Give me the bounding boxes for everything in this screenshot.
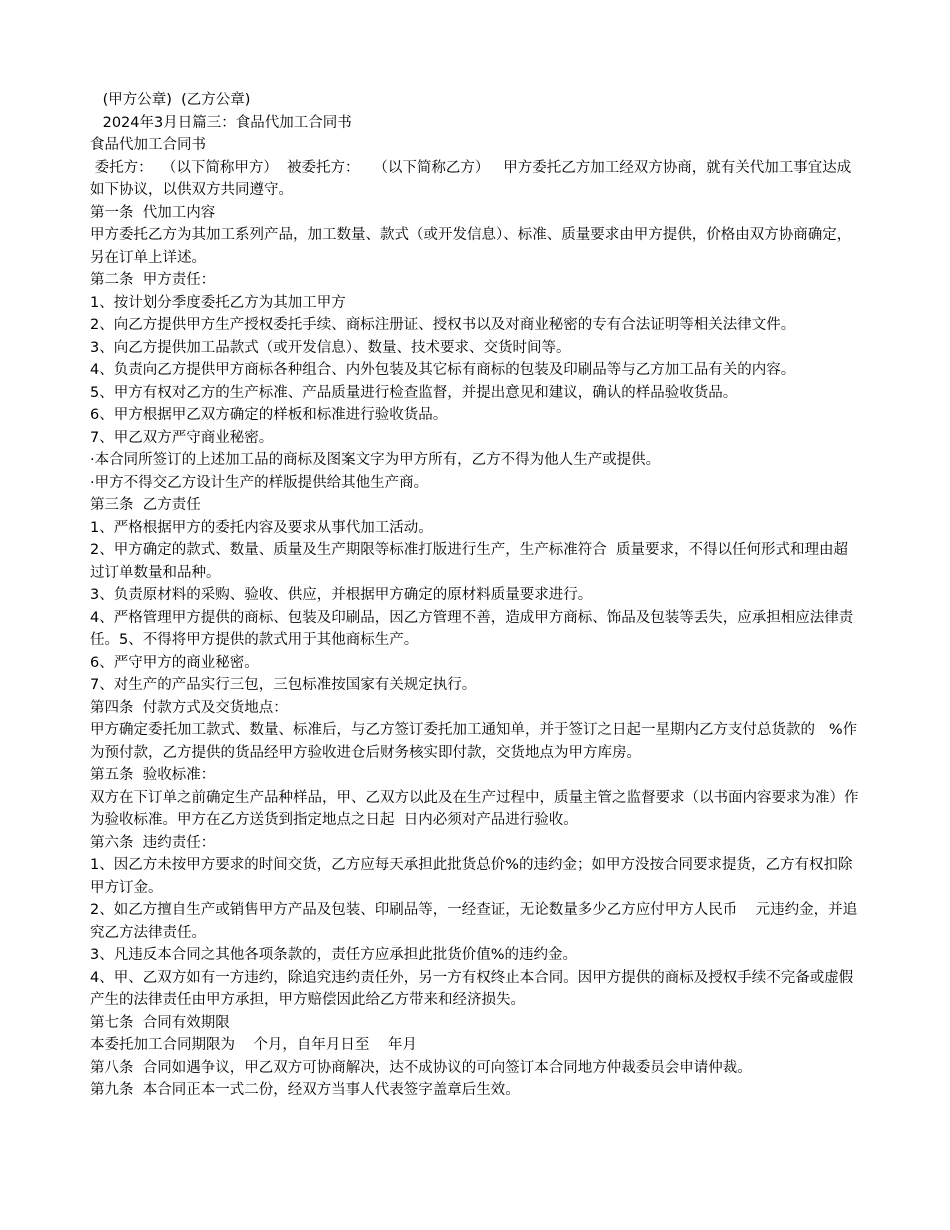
- date-and-section-title: 2024年3月日篇三：食品代加工合同书: [98, 114, 352, 131]
- article-3-item-7: 7、对生产的产品实行三包，三包标准按国家有关规定执行。: [90, 677, 477, 693]
- article-2-item-4: 4、负责向乙方提供甲方商标各种组合、内外包装及其它标有商标的包装及印刷品等与乙方加工品有关的内容。: [90, 362, 796, 378]
- article-4-text: 甲方确定委托加工款式、数量、标准后，与乙方签订委托加工通知单，并于签订之日起一星期内乙方支付总货款的 %作为预付款，乙方提供的货品经甲方验收进仓后财务核实即付款，交货地点为甲方库房。: [90, 722, 858, 761]
- article-3-item-3: 3、负责原材料的采购、验收、供应，并根据甲方确定的原材料质量要求进行。: [90, 587, 593, 603]
- article-3-heading: 第三条 乙方责任: [90, 497, 201, 513]
- article-7-heading: 第七条 合同有效期限: [90, 1014, 230, 1031]
- article-2-item-6: 6、甲方根据甲乙双方确定的样板和标准进行验收货品。: [90, 407, 448, 423]
- article-2-item-2: 2、向乙方提供甲方生产授权委托手续、商标注册证、授权书以及对商业秘密的专有合法证明等相关法律文件。: [90, 317, 796, 333]
- article-1-text: 甲方委托乙方为其加工系列产品，加工数量、款式（或开发信息）、标准、质量要求由甲方提供，价格由双方协商确定，另在订单上详述。: [90, 227, 852, 266]
- article-2-item-7: 7、甲乙双方严守商业秘密。: [90, 429, 274, 446]
- seal-line: (甲方公章) (乙方公章): [98, 92, 251, 108]
- article-3-item-2: 2、甲方确定的款式、数量、质量及生产期限等标准打版进行生产，生产标准符合 质量要求，不得以任何形式和理由超过订单数量和品种。: [90, 542, 848, 581]
- article-4-heading: 第四条 付款方式及交货地点：: [90, 699, 288, 716]
- article-2-item-5: 5、甲方有权对乙方的生产标准、产品质量进行检查监督，并提出意见和建议，确认的样品验收货品。: [90, 384, 738, 401]
- article-7-text: 本委托加工合同期限为 个月，自年月日至 年月: [90, 1037, 417, 1053]
- article-2-item-1: 1、按计划分季度委托乙方为其加工甲方: [90, 294, 346, 311]
- article-3-item-6: 6、严守甲方的商业秘密。: [90, 654, 259, 671]
- article-1-heading: 第一条 代加工内容: [90, 204, 216, 221]
- article-8: 第八条 合同如遇争议，甲乙双方可协商解决，达不成协议的可向签订本合同地方仲裁委员会申请仲裁。: [90, 1059, 752, 1076]
- article-2-heading: 第二条 甲方责任：: [90, 272, 216, 288]
- article-2-bullet-2: ·甲方不得交乙方设计生产的样版提供给其他生产商。: [90, 474, 429, 491]
- article-2-bullet-1: ·本合同所签订的上述加工品的商标及图案文字为甲方所有，乙方不得为他人生产或提供。: [90, 452, 661, 468]
- article-9: 第九条 本合同正本一式二份，经双方当事人代表签字盖章后生效。: [90, 1082, 520, 1098]
- article-6-heading: 第六条 违约责任：: [90, 834, 216, 851]
- article-3-item-4-5: 4、严格管理甲方提供的商标、包装及印刷品，因乙方管理不善，造成甲方商标、饰品及包装等丢失，应承担相应法律责任。5、不得将甲方提供的款式用于其他商标生产。: [90, 609, 854, 648]
- article-5-heading: 第五条 验收标准：: [90, 767, 216, 783]
- document-body: [90, 89, 860, 1102]
- article-3-item-1: 1、严格根据甲方的委托内容及要求从事代加工活动。: [90, 519, 433, 536]
- article-6-item-2: 2、如乙方擅自生产或销售甲方产品及包装、印刷品等，一经查证，无论数量多少乙方应付甲方人民币 元违约金，并追究乙方法律责任。: [90, 902, 858, 941]
- contract-title: 食品代加工合同书: [90, 137, 206, 153]
- parties-intro: 委托方： （以下简称甲方） 被委托方： （以下简称乙方） 甲方委托乙方加工经双方协商，就有关代加工事宜达成如下协议，以供双方共同遵守。: [90, 159, 852, 198]
- article-6-item-1: 1、因乙方未按甲方要求的时间交货，乙方应每天承担此批货总价%的违约金；如甲方没按合同要求提货，乙方有权扣除甲方订金。: [90, 857, 853, 896]
- article-6-item-3: 3、凡违反本合同之其他各项条款的，责任方应承担此批货价值%的违约金。: [90, 947, 578, 963]
- article-5-text: 双方在下订单之前确定生产品种样品，甲、乙双方以此及在生产过程中，质量主管之监督要求（以书面内容要求为准）作为验收标准。甲方在乙方送货到指定地点之日起 日内必须对产品进行验收。: [90, 789, 859, 828]
- article-6-item-4: 4、甲、乙双方如有一方违约，除追究违约责任外，另一方有权终止本合同。因甲方提供的商标及授权手续不完备或虚假产生的法律责任由甲方承担，甲方赔偿因此给乙方带来和经济损失。: [90, 969, 854, 1008]
- article-2-item-3: 3、向乙方提供加工品款式（或开发信息）、数量、技术要求、交货时间等。: [90, 339, 571, 356]
